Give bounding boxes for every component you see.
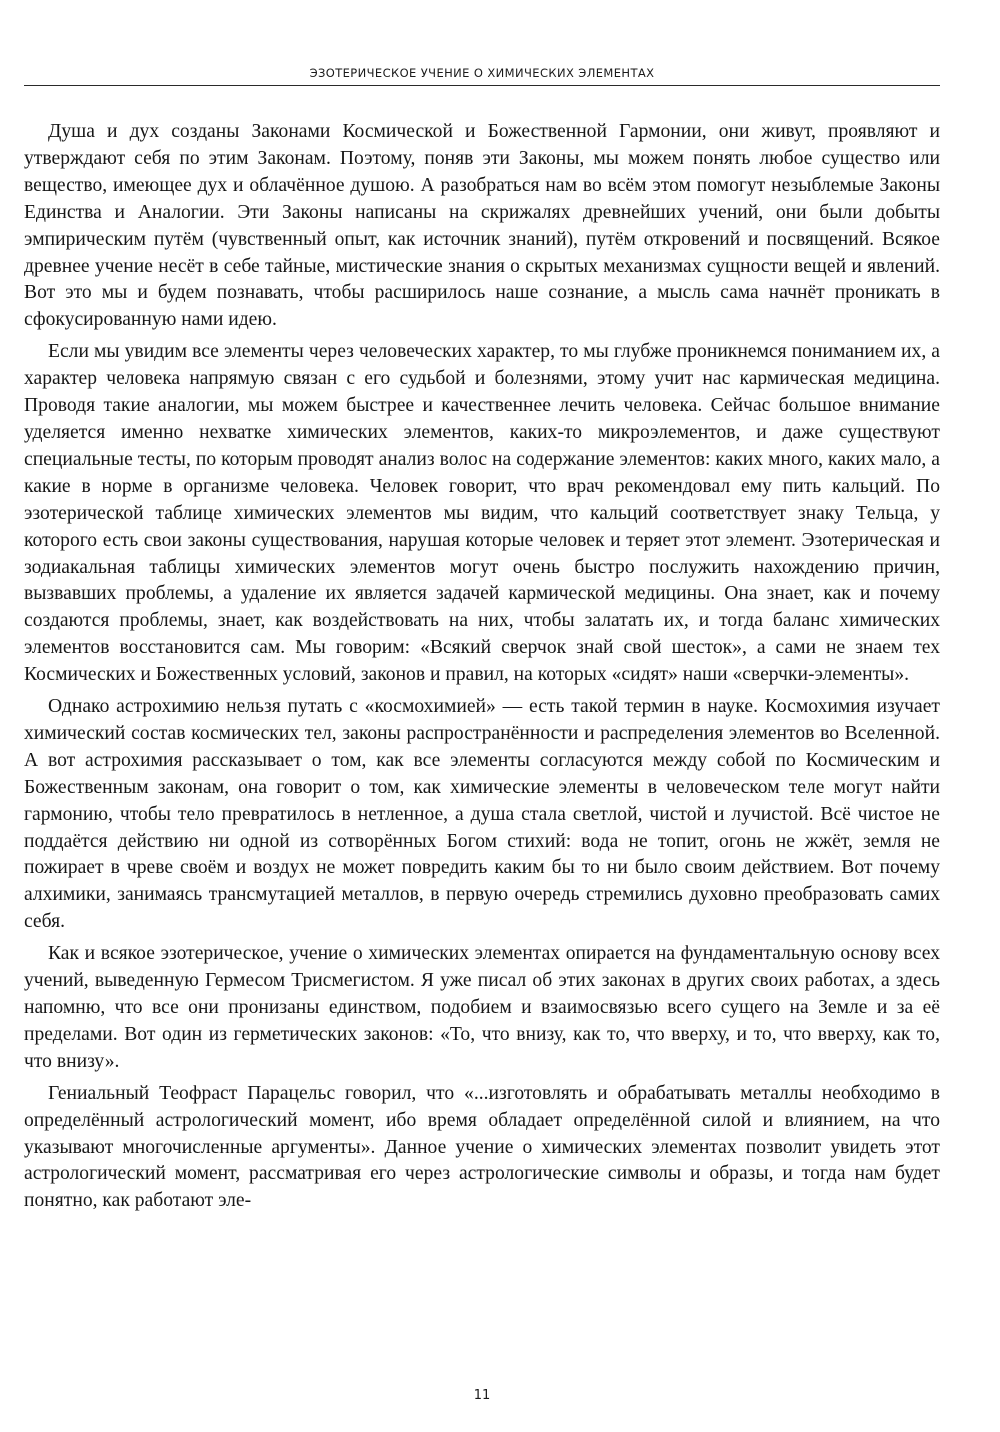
header-rule [24,85,940,86]
paragraph-2: Если мы увидим все элементы через человеческих характер, то мы глубже проникнемся пониманием их, а характер человека напрямую связан с его судьбой и болезнями, этому учит нас кармическая медицина. Проводя такие аналогии, мы можем быстрее и качественнее лечить человека. Сейчас большое внимание уделяется именно нехватке химических элементов, каких-то микроэлементов, и даже существуют специальные тесты, по которым проводят анализ волос на содержание элементов: каких много, каких мало, а какие в норме в организме человека. Человек говорит, что врач рекомендовал ему пить кальций. По эзотерической таблице химических элементов мы видим, что кальций соответствует знаку Тельца, у которого есть свои законы существования, нарушая которые человек и теряет этот элемент. Эзотерическая и зодиакальная таблицы химических элементов могут очень быстро послужить нахождению причин, вызвавших проблемы, а удаление их является задачей кармической медицины. Она знает, как и почему создаются проблемы, знает, как воздействовать на них, чтобы залатать их, и тогда баланс химических элементов восстановится сам. Мы говорим: «Всякий сверчок знай свой шесток», а сами не знаем тех Космических и Божественных условий, законов и правил, на которых «сидят» наши «сверчки-элементы». [24,341,940,686]
paragraph-5: Гениальный Теофраст Парацельс говорил, что «...изготовлять и обрабатывать металлы необходимо в определённый астрологический момент, ибо время обладает определённой силой и влиянием, на что указывают многочисленные аргументы». Данное учение о химических элементах позволит увидеть этот астрологический момент, рассматривая его через астрологические символы и образы, и тогда нам будет понятно, как работают эле- [24,1082,940,1212]
page-number: 11 [473,1388,491,1403]
paragraph-4: Как и всякое эзотерическое, учение о химических элементах опирается на фундаментальную основу всех учений, выведенную Гермесом Трисмегистом. Я уже писал об этих законах в других своих работах, а здесь напомню, что все они пронизаны единством, подобием и взаимосвязью всего сущего на Земле и за её пределами. Вот один из герметических законов: «То, что внизу, как то, что вверху, и то, что вверху, как то, что внизу». [24,943,940,1072]
body-text [24,119,940,1220]
running-header: ЭЗОТЕРИЧЕСКОЕ УЧЕНИЕ О ХИМИЧЕСКИХ ЭЛЕМЕНТАХ [309,66,655,80]
paragraph-3: Однако астрохимию нельзя путать с «космохимией» — есть такой термин в науке. Космохимия изучает химический состав космических тел, законы распространённости и распределения элементов во Вселенной. А вот астрохимия рассказывает о том, как все элементы согласуются между собой по Космическим и Божественным законам, она говорит о том, как химические элементы в человеческом теле могут найти гармонию, чтобы тело превратилось в нетленное, а душа стала светлой, чистой и лучистой. Всё чистое не поддаётся действию ни одной из сотворённых Богом стихий: вода не топит, огонь не жжёт, земля не пожирает в чреве своём и воздух не может повредить каким бы то ни было своим действием. Вот почему алхимики, занимаясь трансмутацией металлов, в первую очередь стремились духовно преобразовать самих себя. [24,696,940,933]
paragraph-1: Душа и дух созданы Законами Космической и Божественной Гармонии, они живут, проявляют и утверждают себя по этим Законам. Поэтому, поняв эти Законы, мы можем понять любое существо или вещество, имеющее дух и облачённое душою. А разобраться нам во всём этом помогут незыблемые Законы Единства и Аналогии. Эти Законы написаны на скрижалях древнейших учений, они были добыты эмпирическим путём (чувственный опыт, как источник знаний), путём откровений и посвящений. Всякое древнее учение несёт в себе тайные, мистические знания о скрытых механизмах сущности вещей и явлений. Вот это мы и будем познавать, чтобы расширилось наше сознание, а мысль сама начнёт проникать в сфокусированную нами идею. [24,121,940,331]
